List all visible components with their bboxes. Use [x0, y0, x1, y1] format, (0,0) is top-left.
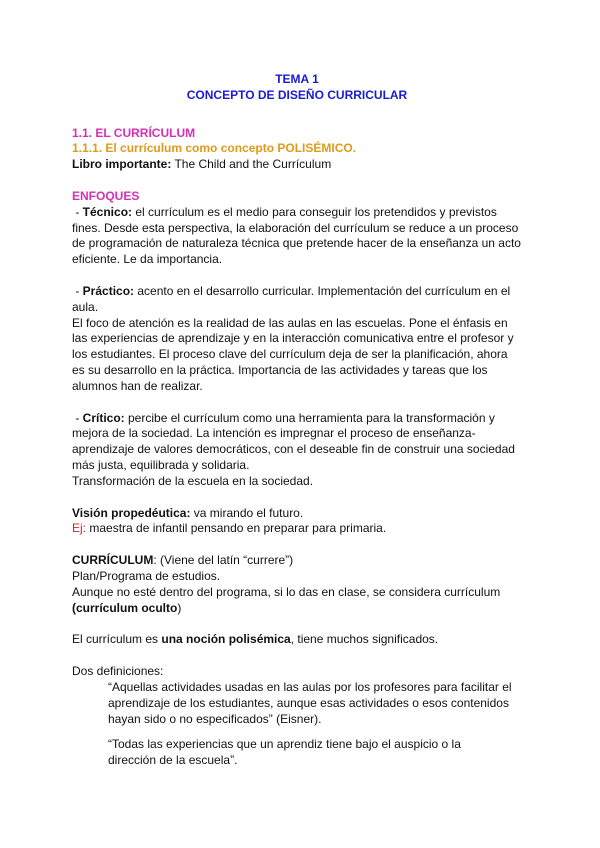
oculto-close: ) — [177, 600, 182, 615]
ej-label: Ej: — [72, 521, 87, 536]
curriculum-line — [72, 553, 522, 569]
enfoques-heading: ENFOQUES — [72, 188, 140, 203]
enfoque-critico: - Crítico: percibe el currículum como una herramienta para la transformación y mejora de la sociedad. La intención es impregnar el proceso de enseñanza-aprendizaje de valores democráticos, con el deseable fin de construir una sociedad más justa, equilibrada y solidaria. — [72, 410, 515, 472]
critico-text: percibe el currículum como una herramienta para la transformación y mejora de la sociedad. La intención es impregnar el proceso de enseñanza-aprendizaje de valores democráticos, con el deseable fin de construir una sociedad más justa, equilibrada y solidaria. — [72, 410, 515, 472]
critico-label: Crítico: — [82, 410, 125, 425]
book-title: The Child and the Currículum — [171, 157, 332, 172]
polisemica-bold: una noción polisémica — [161, 632, 291, 647]
document-page — [72, 72, 522, 769]
oculto-open: ( — [72, 600, 76, 615]
practico-text: acento en el desarrollo curricular. Implementación del currículum en el aula. — [72, 283, 511, 314]
tecnico-text: el currículum es el medio para conseguir los pretendidos y previstos fines. Desde esta perspectiva, la elaboración del currículum se reduce a un proceso de programación de naturaleza técnica que pretende hacer de la enseñanza un acto eficiente. Le da importancia. — [72, 204, 521, 267]
vision-line — [72, 506, 522, 522]
definicion-escuela: “Todas las experiencias que un aprendiz tiene bajo el auspicio o la dirección de la escuela”. — [108, 737, 461, 768]
polisemica-pre: El currículum es — [72, 632, 162, 647]
curriculum-oculto: currículum oculto — [76, 600, 178, 615]
curriculum-aunque: Aunque no esté dentro del programa, si lo das en clase, se considera currículum — [72, 584, 501, 599]
enfoque-practico: - Práctico: acento en el desarrollo curricular. Implementación del currículum en el aula. — [72, 283, 511, 314]
book-label: Libro importante: — [72, 157, 172, 172]
doc-title-line1: TEMA 1 — [275, 72, 319, 86]
doc-title-line2: CONCEPTO DE DISEÑO CURRICULAR — [186, 87, 408, 102]
curriculum-plan: Plan/Programa de estudios. — [72, 568, 221, 583]
ej-text: maestra de infantil pensando en preparar para primaria. — [86, 521, 387, 536]
curriculum-text: : (Viene del latín “currere”) — [153, 553, 294, 568]
tecnico-label: Técnico: — [82, 204, 133, 219]
section-subheading: 1.1.1. El currículum como concepto POLISÉMICO. — [72, 141, 357, 156]
polisemica-line — [72, 632, 522, 648]
practico-paragraph: El foco de atención es la realidad de las aulas en las escuelas. Pone el énfasis en las experiencias de aprendizaje y en la interacción comunicativa entre el profesor y los estudiantes. El proceso clave del currículum deja de ser la planificación, ahora es su desarrollo en la práctica. Importancia de las actividades y tareas que los alumnos han de realizar. — [72, 315, 514, 393]
enfoque-tecnico: - Técnico: el currículum es el medio para conseguir los pretendidos y previstos fines. Desde esta perspectiva, la elaboración del currículum se reduce a un proceso de programación de naturaleza técnica que pretende hacer de la enseñanza un acto eficiente. Le da importancia. — [72, 204, 521, 267]
definicion-eisner: “Aquellas actividades usadas en las aulas por los profesores para facilitar el aprendizaje de los estudiantes, aunque esas actividades o esos contenidos hayan sido o no especificados” (Eisner). — [108, 679, 512, 726]
vision-text: va mirando el futuro. — [190, 505, 304, 520]
vision-label: Visión propedéutica: — [72, 505, 191, 520]
polisemica-post: , tiene muchos significados. — [290, 632, 439, 647]
critico-paragraph: Transformación de la escuela en la sociedad. — [72, 473, 314, 488]
definiciones-heading: Dos definiciones: — [72, 664, 164, 679]
practico-label: Práctico: — [82, 283, 135, 298]
curriculum-label: CURRÍCULUM — [72, 553, 154, 568]
curriculum-oculto-line — [72, 601, 522, 617]
ejemplo-line — [72, 521, 522, 537]
section-heading: 1.1. EL CURRÍCULUM — [72, 125, 196, 140]
book-line — [72, 157, 522, 173]
